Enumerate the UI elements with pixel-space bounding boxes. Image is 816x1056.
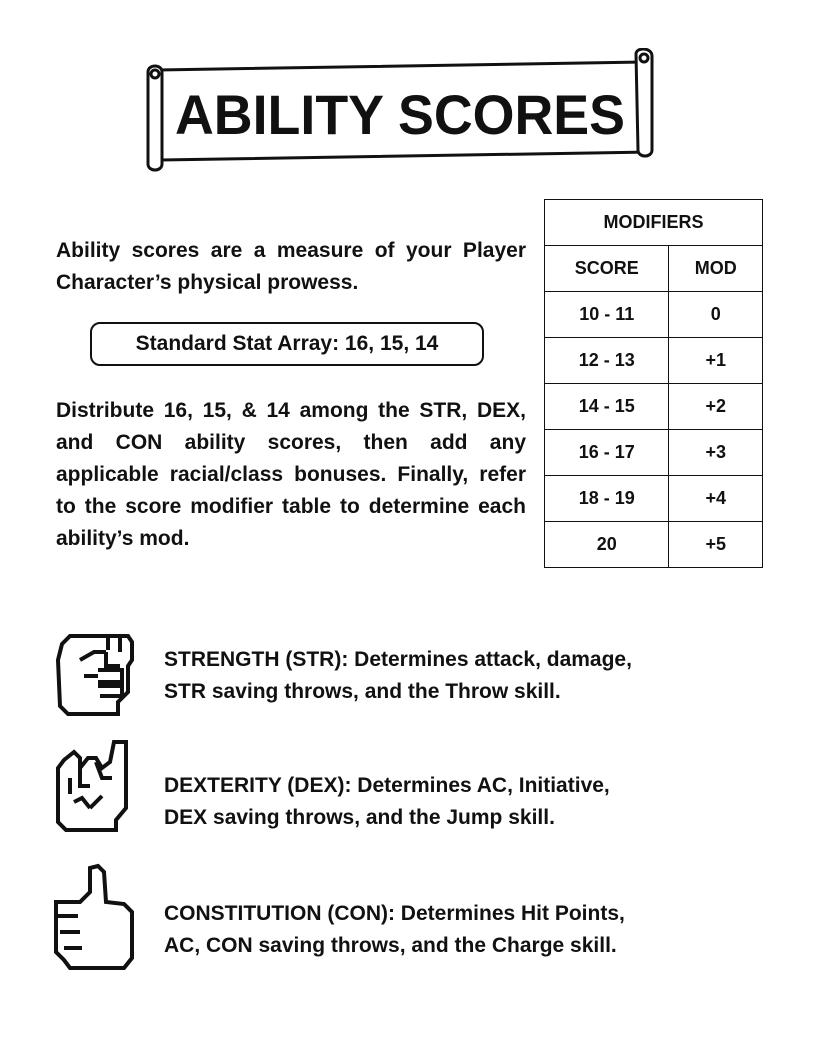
- ability-dexterity: [50, 738, 750, 848]
- table-row: [545, 476, 763, 522]
- page-title: ABILITY SCORES: [174, 83, 626, 146]
- table-row: [545, 338, 763, 384]
- score-cell: 14 - 15: [545, 384, 669, 430]
- dexterity-description: [164, 770, 724, 834]
- score-cell: 18 - 19: [545, 476, 669, 522]
- modifiers-table: [544, 199, 763, 568]
- header-mod: MOD: [669, 246, 763, 292]
- dexterity-line-2: DEX saving throws, and the Jump skill.: [164, 806, 555, 829]
- mod-cell: +2: [669, 384, 763, 430]
- constitution-description: [164, 898, 724, 962]
- thumbs-up-icon: [50, 862, 136, 974]
- constitution-line-2: AC, CON saving throws, and the Charge skill.: [164, 934, 617, 957]
- score-cell: 10 - 11: [545, 292, 669, 338]
- mod-cell: +1: [669, 338, 763, 384]
- header-score: SCORE: [545, 246, 669, 292]
- mod-cell: 0: [669, 292, 763, 338]
- constitution-line-1: CONSTITUTION (CON): Determines Hit Points,: [164, 902, 625, 925]
- mod-cell: +5: [669, 522, 763, 568]
- strength-line-1: STRENGTH (STR): Determines attack, damage,: [164, 648, 632, 671]
- table-header-row: [545, 246, 763, 292]
- table-row: [545, 430, 763, 476]
- rock-hand-icon: [50, 738, 140, 834]
- dexterity-line-1: DEXTERITY (DEX): Determines AC, Initiative,: [164, 774, 610, 797]
- strength-description: [164, 644, 724, 708]
- mod-cell: +4: [669, 476, 763, 522]
- table-row: [545, 384, 763, 430]
- table-title-row: [545, 200, 763, 246]
- fist-icon: [50, 630, 140, 722]
- table-row: [545, 522, 763, 568]
- table-title: MODIFIERS: [545, 200, 763, 246]
- score-cell: 12 - 13: [545, 338, 669, 384]
- stat-array-box: Standard Stat Array: 16, 15, 14: [90, 322, 484, 366]
- ability-strength: [50, 630, 750, 740]
- distribute-paragraph: Distribute 16, 15, & 14 among the STR, DEX, and CON ability scores, then add any applicable racial/class bonuses. Finally, refer to the score modifier table to determine each ability’s mod.: [56, 399, 526, 550]
- ability-constitution: [50, 862, 750, 972]
- strength-line-2: STR saving throws, and the Throw skill.: [164, 680, 561, 703]
- score-cell: 16 - 17: [545, 430, 669, 476]
- score-cell: 20: [545, 522, 669, 568]
- intro-paragraph: Ability scores are a measure of your Player Character’s physical prowess.: [56, 239, 526, 294]
- mod-cell: +3: [669, 430, 763, 476]
- table-row: [545, 292, 763, 338]
